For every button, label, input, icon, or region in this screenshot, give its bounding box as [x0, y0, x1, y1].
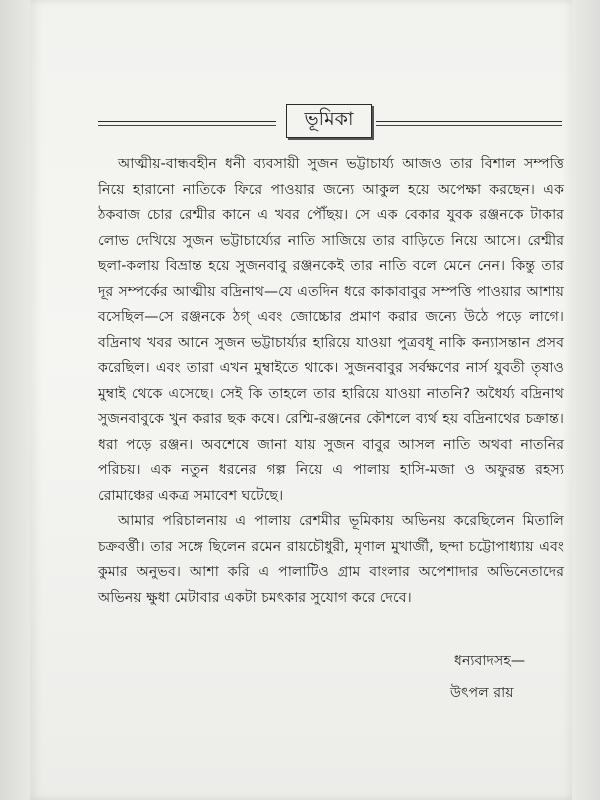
right-rule: [376, 121, 562, 122]
left-rule: [98, 121, 276, 122]
signoff-greeting: ধন্যবাদসহ—: [454, 653, 526, 669]
heading-row: [98, 104, 562, 138]
book-page: [30, 0, 572, 800]
page-title: ভূমিকা: [286, 104, 372, 138]
preface-body: [98, 152, 564, 611]
paragraph-2: আমার পরিচালনায় এ পালায় রেশমীর ভূমিকায় অভিনয় করেছিলেন মিতালি চক্রবর্ত্তী। তার সঙ্গে ছিলেন রমেন রায়চৌধুরী, মৃণাল মুখার্জী, ছন্দা চট্টোপাধ্যায় এবং কুমার অনুভব। আশা করি এ পালাটিও গ্রাম বাংলার অপেশাদার অভিনেতাদের অভিনয় ক্ষুধা মেটাবার একটা চমৎকার সুযোগ করে দেবে।: [98, 513, 564, 606]
signoff-author: উৎপল রায়: [450, 685, 514, 701]
paragraph-1: আত্মীয়-বান্ধবহীন ধনী ব্যবসায়ী সুজন ভট্টাচার্য্য আজও তার বিশাল সম্পত্তি নিয়ে হারানো নাতিকে ফিরে পাওয়ার জন্যে আকুল হয়ে অপেক্ষা করছেন। এক ঠকবাজ চোর রেশ্মীর কানে এ খবর পৌঁছয়। সে এক বেকার যুবক রঞ্জনকে টাকার লোভ দেখিয়ে সুজন ভট্টাচার্য্যের নাতি সাজিয়ে তার বাড়িতে নিয়ে আসে। রেশ্মীর ছলা-কলায় বিভ্রান্ত হয়ে সুজনবাবু রঞ্জনকেই তার নাতি বলে মেনে নেন। কিন্তু তার দূর সম্পর্কের আত্মীয় বদ্রিনাথ—যে এতদিন ধরে কাকাবাবুর সম্পত্তি পাওয়ার আশায় বসেছিল—সে রঞ্জনকে ঠগ্ এবং জোচ্চোর প্রমাণ করার জন্যে উঠে পড়ে লাগে। বদ্রিনাথ খবর আনে সুজন ভট্টাচার্য্যর হারিয়ে যাওয়া পুত্রবধূ নাকি কন্যাসন্তান প্রসব করেছিল। এবং তারা এখন মুম্বাইতে থাকে। সুজনবাবুর সর্বক্ষণের নার্স যুবতী তৃষাও মুম্বাই থেকে এসেছে। সেই কি তাহলে তার হারিয়ে যাওয়া নাতনি? অধৈর্য্য বদ্রিনাথ সুজনবাবুকে খুন করার ছক কষে। রেশ্মি-রঞ্জনের কৌশলে ব্যর্থ হয় বদ্রিনাথের চক্রান্ত। ধরা পড়ে রঞ্জন। অবশেষে জানা যায় সুজন বাবুর আসল নাতি অথবা নাতনির পরিচয়। এক নতুন ধরনের গল্প নিয়ে এ পালায় হাসি-মজা ও অফুরন্ত রহস্য রোমাঞ্চের একত্র সমাবেশ ঘটেছে।: [98, 156, 564, 504]
